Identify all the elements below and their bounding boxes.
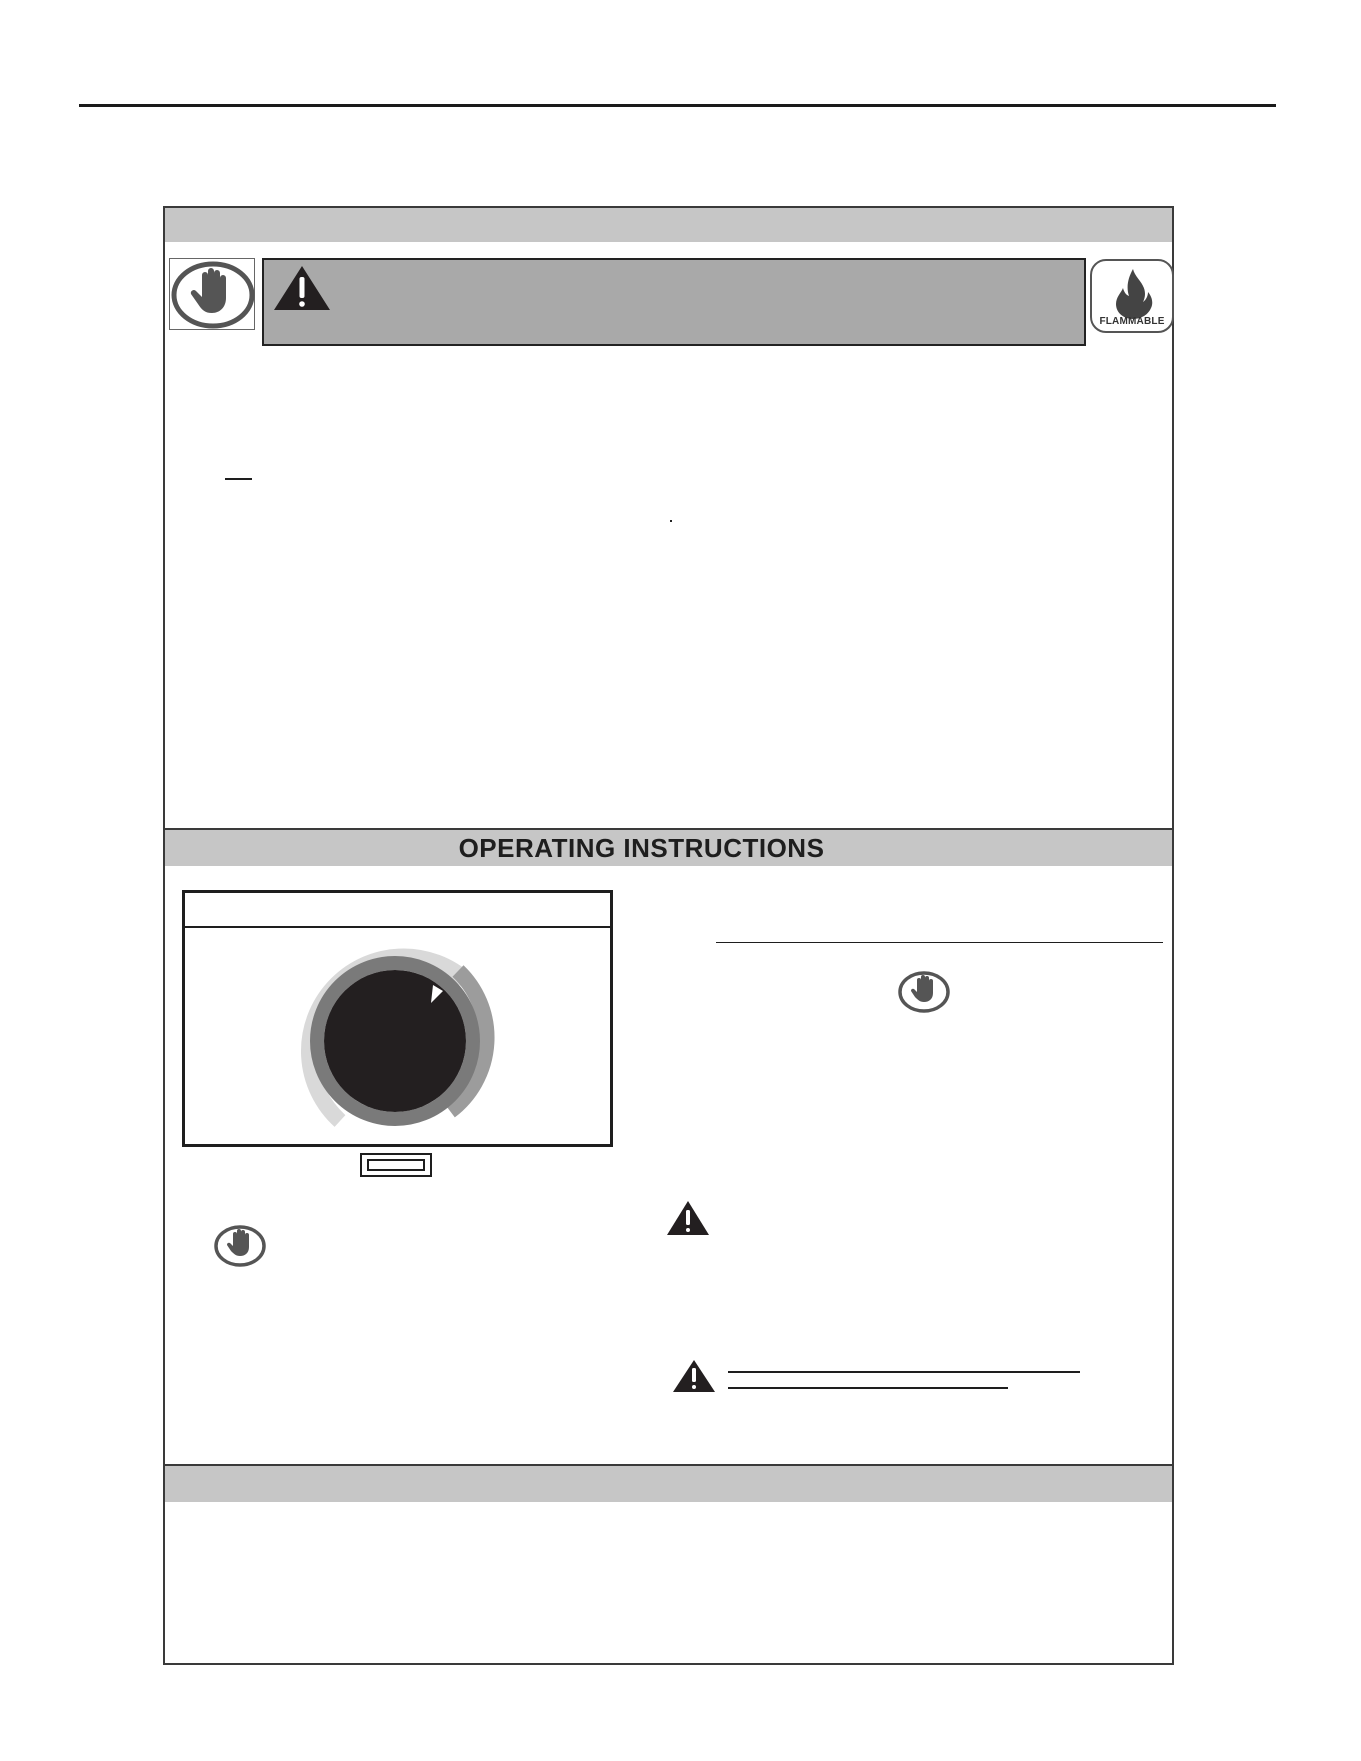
- operating-instructions-band: [165, 830, 1172, 866]
- dial-panel-header: [185, 893, 610, 928]
- stop-hand-icon-box: [169, 258, 255, 330]
- operating-instructions-title: OPERATING INSTRUCTIONS: [458, 833, 825, 863]
- stop-hand-icon: [170, 259, 256, 331]
- control-knob-icon: [295, 941, 495, 1141]
- stop-hand-icon: [897, 969, 951, 1015]
- header-rule: [79, 104, 1276, 107]
- flame-icon: [1111, 267, 1155, 319]
- warning-triangle-icon: [666, 1200, 710, 1236]
- warning-banner: [262, 258, 1086, 346]
- underline-mark: [225, 478, 252, 480]
- heading-rule: [716, 942, 1163, 943]
- underline-rule: [728, 1387, 1008, 1389]
- warning-triangle-icon: [272, 264, 332, 312]
- control-dial-panel: [182, 890, 613, 1147]
- dot-mark: [670, 520, 672, 522]
- flammable-symbol: [1090, 259, 1174, 333]
- safety-information-band: [165, 208, 1172, 242]
- bottom-section-band: [165, 1466, 1172, 1502]
- warning-triangle-icon: [672, 1359, 716, 1393]
- underline-rule: [728, 1371, 1080, 1373]
- stop-hand-icon: [213, 1223, 267, 1269]
- dial-label-box: [360, 1153, 432, 1177]
- flammable-label: FLAMMABLE: [1099, 316, 1165, 327]
